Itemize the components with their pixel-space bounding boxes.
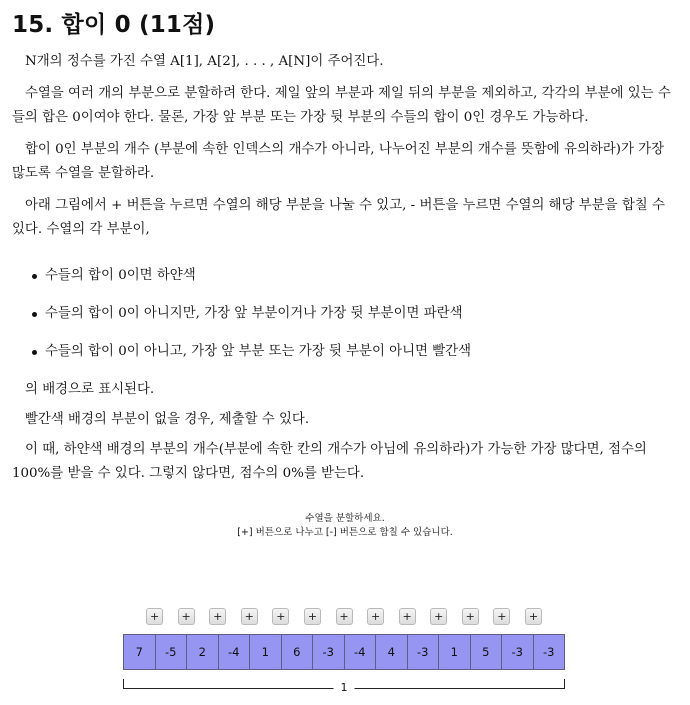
color-rule-blue: 수들의 합이 0이 아니지만, 가장 앞 부분이거나 가장 뒷 부분이면 파란색 xyxy=(32,302,676,326)
paragraph-outro-2: 빨간색 배경의 부분이 없을 경우, 제출할 수 있다. xyxy=(25,412,310,427)
split-plus-button[interactable]: + xyxy=(462,608,479,625)
outro-text xyxy=(12,378,676,486)
sequence-cell: 1 xyxy=(439,635,471,669)
segment-bracket xyxy=(123,679,565,694)
split-button-row xyxy=(0,608,690,628)
color-rule-list xyxy=(32,264,676,364)
split-plus-button[interactable]: + xyxy=(178,608,195,625)
split-plus-button[interactable]: + xyxy=(209,608,226,625)
paragraph-outro-1: 의 배경으로 표시된다. xyxy=(25,382,155,397)
sequence-cell: -3 xyxy=(534,635,565,669)
problem-title: 15. 합이 0 (11점) xyxy=(12,12,216,38)
paragraph-intro-1: N개의 정수를 가진 수열 A[1], A[2], . . . , A[N]이 주어진다. xyxy=(25,54,384,69)
sequence-cell: 2 xyxy=(187,635,219,669)
split-plus-button[interactable]: + xyxy=(367,608,384,625)
sequence-cell: -5 xyxy=(156,635,188,669)
segment-count-label: 1 xyxy=(334,682,355,694)
sequence-cell: 5 xyxy=(471,635,503,669)
split-plus-button[interactable]: + xyxy=(336,608,353,625)
split-plus-button[interactable]: + xyxy=(146,608,163,625)
sequence-cell: 7 xyxy=(124,635,156,669)
sequence-cell: -3 xyxy=(502,635,534,669)
split-plus-button[interactable]: + xyxy=(399,608,416,625)
sequence-cell: -4 xyxy=(345,635,377,669)
widget-instruction-line2: [+] 버튼으로 나누고 [-] 버튼으로 합칠 수 있습니다. xyxy=(237,527,453,538)
paragraph-intro-4: 아래 그림에서 + 버튼을 누르면 수열의 해당 부분을 나눌 수 있고, - 버튼을 누르면 수열의 해당 부분을 합칠 수 있다. 수열의 각 부분이, xyxy=(12,198,665,237)
color-rule-white: 수들의 합이 0이면 하얀색 xyxy=(32,264,676,288)
paragraph-intro-3: 합이 0인 부분의 개수 (부분에 속한 인덱스의 개수가 아니라, 나누어진 부분의 개수를 뜻함에 유의하라)가 가장 많도록 수열을 분할하라. xyxy=(12,142,665,181)
sequence-cell: 6 xyxy=(282,635,314,669)
split-plus-button[interactable]: + xyxy=(304,608,321,625)
split-plus-button[interactable]: + xyxy=(272,608,289,625)
split-plus-button[interactable]: + xyxy=(241,608,258,625)
split-plus-button[interactable]: + xyxy=(525,608,542,625)
split-plus-button[interactable]: + xyxy=(493,608,510,625)
widget-instructions xyxy=(0,512,690,540)
paragraph-outro-3: 이 때, 하얀색 배경의 부분의 개수(부분에 속한 칸의 개수가 아님에 유의하라)가 가능한 가장 많다면, 점수의 100%를 받을 수 있다. 그렇지 않다면, 점수의 0%를 받는다. xyxy=(12,442,647,481)
split-plus-button[interactable]: + xyxy=(430,608,447,625)
sequence-cell: -3 xyxy=(313,635,345,669)
sequence-bar xyxy=(123,634,565,670)
problem-statement xyxy=(12,50,676,486)
sequence-cell: 1 xyxy=(250,635,282,669)
color-rule-red: 수들의 합이 0이 아니고, 가장 앞 부분 또는 가장 뒷 부분이 아니면 빨간색 xyxy=(32,340,676,364)
sequence-cell: 4 xyxy=(376,635,408,669)
paragraph-intro-2: 수열을 여러 개의 부분으로 분할하려 한다. 제일 앞의 부분과 제일 뒤의 부분을 제외하고, 각각의 부분에 있는 수들의 합은 0이여야 한다. 물론, 가장 앞 부분 또는 가장 뒷 부분의 수들의 합이 0인 경우도 가능하다. xyxy=(12,86,671,125)
sequence-cell: -4 xyxy=(219,635,251,669)
sequence-cell: -3 xyxy=(408,635,440,669)
widget-instruction-line1: 수열을 분할하세요. xyxy=(305,513,385,524)
